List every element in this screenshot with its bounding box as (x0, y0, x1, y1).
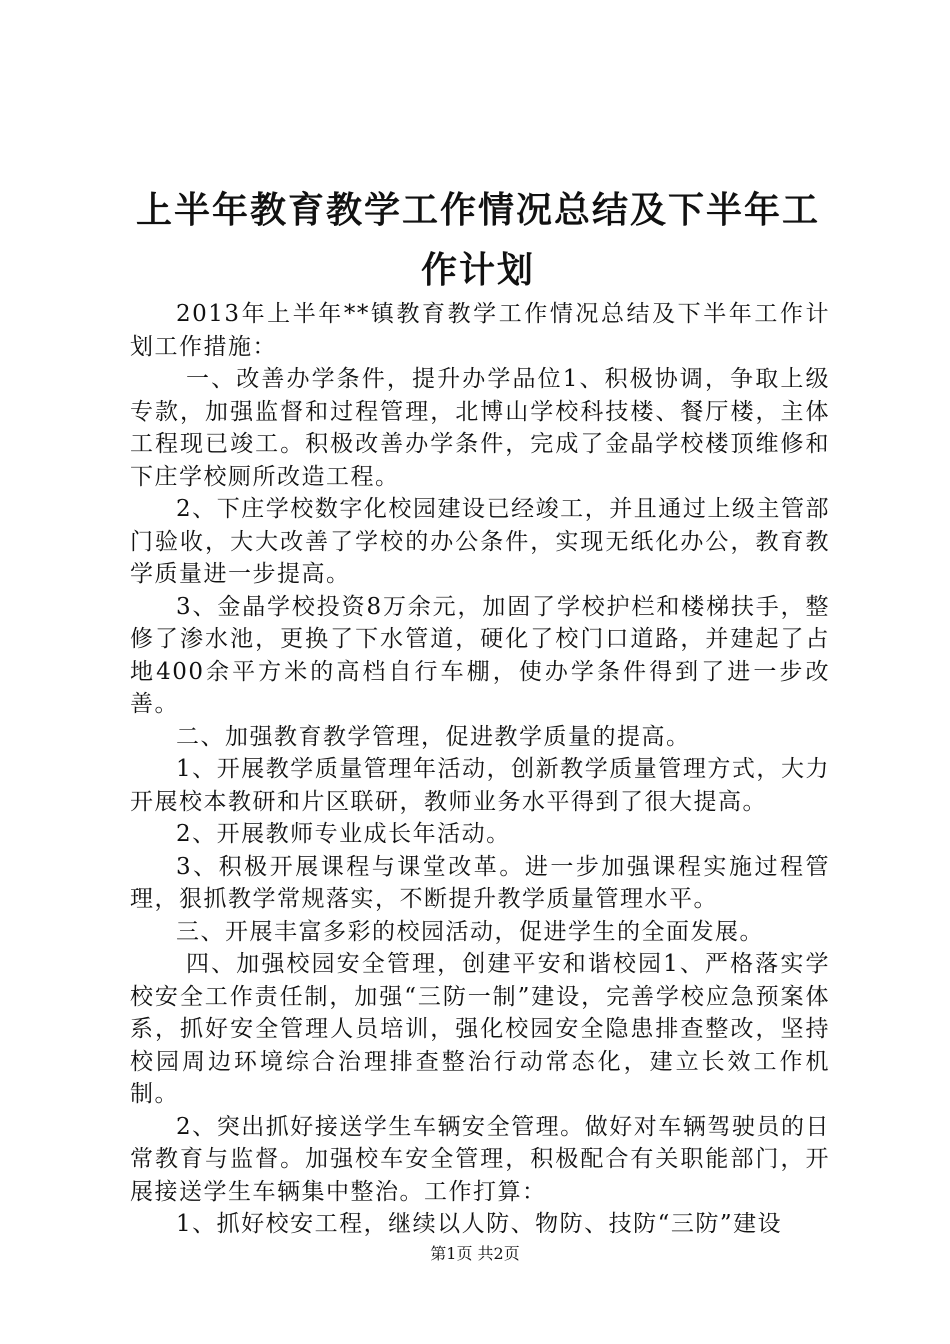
paragraph-item: 2、开展教师专业成长年活动。 (176, 821, 511, 847)
document-body (130, 298, 830, 1241)
paragraph-item: 1、开展教学质量管理年活动，创新教学质量管理方式，大力开展校本教研和片区联研，教师业务水平得到了很大提高。 (130, 756, 830, 815)
paragraph-item: 2、下庄学校数字化校园建设已经竣工，并且通过上级主管部门验收，大大改善了学校的办公条件，实现无纸化办公，教育教学质量进一步提高。 (130, 496, 830, 587)
paragraph-section-4: 四、加强校园安全管理，创建平安和谐校园1、严格落实学校安全工作责任制，加强“三防一制”建设，完善学校应急预案体系，抓好安全管理人员培训，强化校园安全隐患排查整改，坚持校园周边环境综合治理排查整治行动常态化，建立长效工作机制。 (130, 951, 830, 1107)
paragraph-item: 3、积极开展课程与课堂改革。进一步加强课程实施过程管理，狠抓教学常规落实，不断提升教学质量管理水平。 (130, 853, 830, 912)
paragraph-section-1: 一、改善办学条件，提升办学品位1、积极协调，争取上级专款，加强监督和过程管理，北博山学校科技楼、餐厅楼，主体工程现已竣工。积极改善办学条件，完成了金晶学校楼顶维修和下庄学校厕所改造工程。 (130, 366, 830, 490)
paragraph-item: 2、突出抓好接送学生车辆安全管理。做好对车辆驾驶员的日常教育与监督。加强校车安全管理，积极配合有关职能部门，开展接送学生车辆集中整治。工作打算： (130, 1113, 830, 1205)
paragraph-section-2: 二、加强教育教学管理，促进教学质量的提高。 (176, 723, 691, 750)
paragraph-section-3: 三、开展丰富多彩的校园活动，促进学生的全面发展。 (176, 918, 764, 945)
page-number-footer: 第1页 共2页 (430, 1244, 520, 1263)
paragraph-item: 1、抓好校安工程，继续以人防、物防、技防“三防”建设 (176, 1211, 783, 1237)
paragraph-intro: 2013年上半年**镇教育教学工作情况总结及下半年工作计划工作措施： (130, 301, 830, 360)
document-title: 上半年教育教学工作情况总结及下半年工作计划 (135, 189, 820, 291)
paragraph-item: 3、金晶学校投资8万余元，加固了学校护栏和楼梯扶手，整修了渗水池，更换了下水管道，硬化了校门口道路，并建起了占地400余平方米的高档自行车棚，使办学条件得到了进一步改善。 (130, 593, 830, 717)
